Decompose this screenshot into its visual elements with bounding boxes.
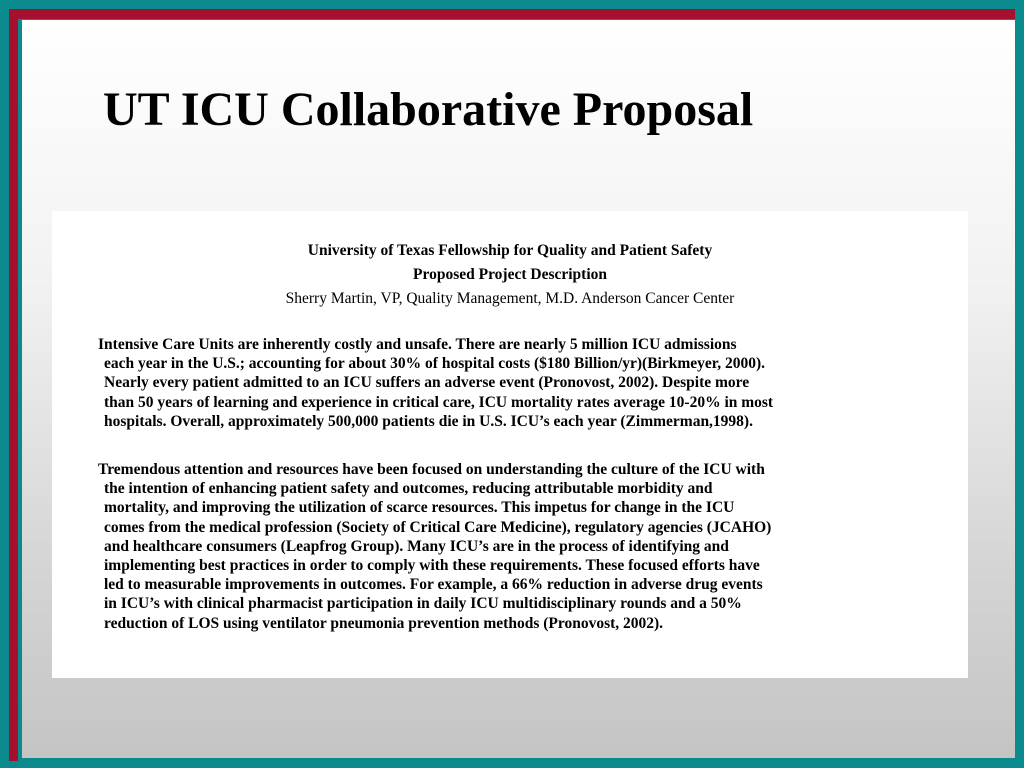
paragraph-line: mortality, and improving the utilization of scarce resources. This impetus for change in the ICU (104, 499, 735, 517)
fellowship-name: University of Texas Fellowship for Quality and Patient Safety (307, 242, 713, 259)
proposal-header (52, 239, 968, 311)
paragraph-line: reduction of LOS using ventilator pneumonia prevention methods (Pronovost, 2002). (104, 614, 664, 632)
paragraph-line: Intensive Care Units are inherently costly and unsafe. There are nearly 5 million ICU admissions (98, 336, 737, 353)
paragraph-line: than 50 years of learning and experience in critical care, ICU mortality rates average 10-20% in most (104, 393, 774, 411)
paragraph-line: implementing best practices in order to comply with these requirements. These focused efforts have (104, 557, 760, 575)
paragraph-icu-costs (98, 335, 964, 431)
paragraph-line: Tremendous attention and resources have been focused on understanding the culture of the ICU with (98, 461, 765, 478)
content-box (52, 211, 968, 678)
paragraph-line: and healthcare consumers (Leapfrog Group). Many ICU’s are in the process of identifying and (104, 537, 729, 555)
slide-title: UT ICU Collaborative Proposal (103, 83, 754, 136)
author-line: Sherry Martin, VP, Quality Management, M.D. Anderson Cancer Center (285, 290, 735, 307)
paragraph-line: led to measurable improvements in outcomes. For example, a 66% reduction in adverse drug events (104, 576, 763, 594)
document-subtitle: Proposed Project Description (413, 266, 607, 283)
paragraph-line: Nearly every patient admitted to an ICU suffers an adverse event (Pronovost, 2002). Despite more (104, 374, 750, 392)
top-accent-bar (9, 9, 1015, 19)
paragraph-line: in ICU’s with clinical pharmacist participation in daily ICU multidisciplinary rounds and a 50% (104, 595, 742, 613)
paragraph-icu-culture (98, 460, 964, 633)
paragraph-line: comes from the medical profession (Society of Critical Care Medicine), regulatory agencies (JCAHO) (104, 518, 772, 536)
paragraph-line: the intention of enhancing patient safety and outcomes, reducing attributable morbidity and (104, 480, 713, 498)
left-accent-bar (9, 9, 18, 761)
paragraph-line: hospitals. Overall, approximately 500,000 patients die in U.S. ICU’s each year (Zimmerman,1998). (104, 412, 753, 430)
paragraph-line: each year in the U.S.; accounting for about 30% of hospital costs ($180 Billion/yr)(Birkmeyer, 2000). (104, 355, 766, 373)
